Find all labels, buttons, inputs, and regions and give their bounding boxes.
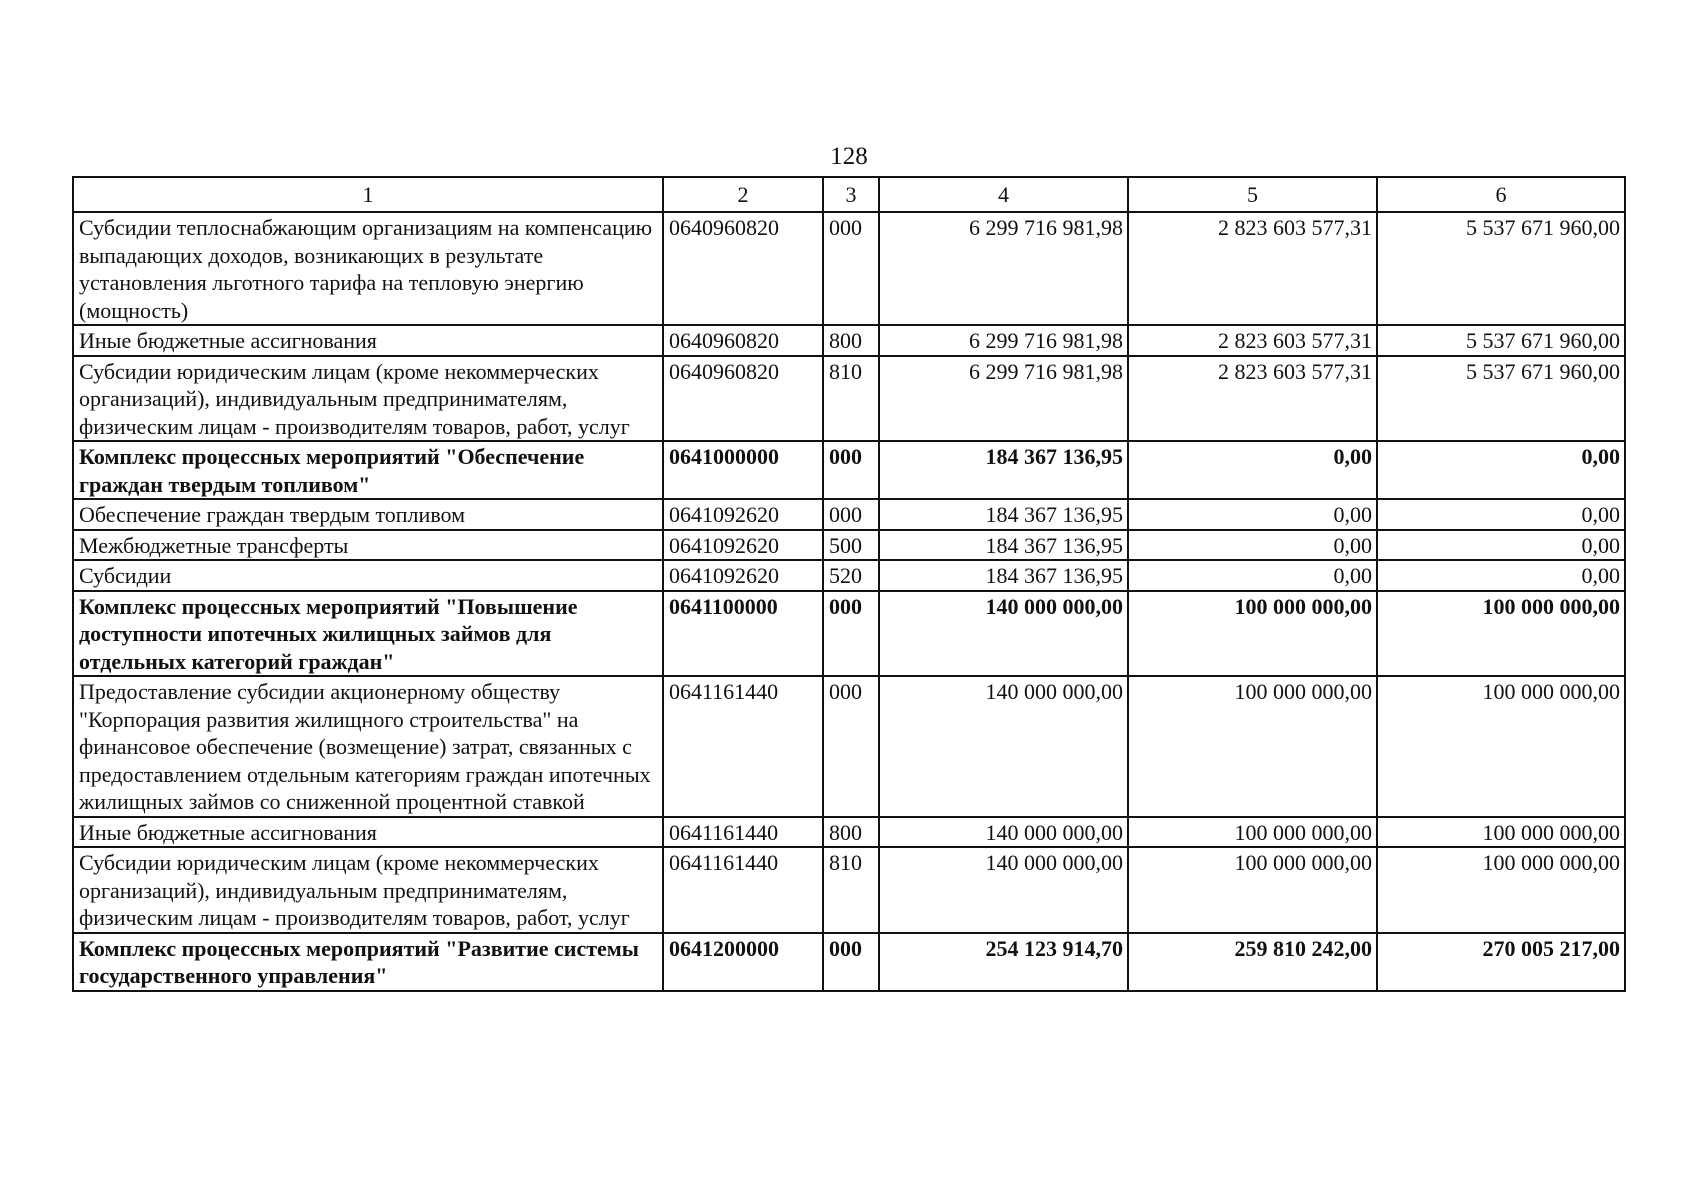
row-name: Субсидии (73, 560, 663, 591)
row-name: Комплекс процессных мероприятий "Повышение доступности ипотечных жилищных займов для отдельных категорий граждан" (73, 591, 663, 677)
row-expense-type: 000 (823, 499, 879, 530)
row-value-col5: 100 000 000,00 (1128, 817, 1377, 848)
column-header: 2 (663, 177, 823, 212)
table-row (73, 676, 1625, 817)
row-value-col4: 6 299 716 981,98 (879, 325, 1128, 356)
row-value-col6: 0,00 (1377, 560, 1625, 591)
row-value-col6: 270 005 217,00 (1377, 933, 1625, 991)
row-value-col6: 0,00 (1377, 441, 1625, 499)
row-expense-type: 000 (823, 591, 879, 677)
row-value-col5: 0,00 (1128, 499, 1377, 530)
row-code: 0641100000 (663, 591, 823, 677)
row-name: Комплекс процессных мероприятий "Развитие системы государственного управления" (73, 933, 663, 991)
row-value-col5: 0,00 (1128, 530, 1377, 561)
row-value-col6: 5 537 671 960,00 (1377, 356, 1625, 442)
table-row (73, 530, 1625, 561)
row-value-col4: 184 367 136,95 (879, 441, 1128, 499)
row-value-col4: 184 367 136,95 (879, 499, 1128, 530)
row-name: Субсидии юридическим лицам (кроме некоммерческих организаций), индивидуальным предпринимателям, физическим лицам - производителям товаров, работ, услуг (73, 356, 663, 442)
row-name: Межбюджетные трансферты (73, 530, 663, 561)
header-row (73, 177, 1625, 212)
row-expense-type: 810 (823, 356, 879, 442)
row-name: Иные бюджетные ассигнования (73, 817, 663, 848)
table-row (73, 817, 1625, 848)
table-body (73, 212, 1625, 991)
row-value-col5: 0,00 (1128, 441, 1377, 499)
row-value-col5: 2 823 603 577,31 (1128, 212, 1377, 325)
row-code: 0640960820 (663, 356, 823, 442)
row-value-col4: 6 299 716 981,98 (879, 212, 1128, 325)
row-expense-type: 810 (823, 847, 879, 933)
row-value-col4: 140 000 000,00 (879, 591, 1128, 677)
row-value-col5: 2 823 603 577,31 (1128, 325, 1377, 356)
row-name: Иные бюджетные ассигнования (73, 325, 663, 356)
row-code: 0641161440 (663, 847, 823, 933)
column-header: 3 (823, 177, 879, 212)
row-value-col4: 140 000 000,00 (879, 817, 1128, 848)
table-row (73, 356, 1625, 442)
row-expense-type: 000 (823, 676, 879, 817)
row-name: Предоставление субсидии акционерному обществу "Корпорация развития жилищного строительства" на финансовое обеспечение (возмещение) затрат, связанных с предоставлением отдельным категориям граждан ипотечных жилищных займов со сниженной процентной ставкой (73, 676, 663, 817)
table-row (73, 499, 1625, 530)
column-header: 1 (73, 177, 663, 212)
row-code: 0641092620 (663, 499, 823, 530)
row-value-col5: 0,00 (1128, 560, 1377, 591)
row-name: Обеспечение граждан твердым топливом (73, 499, 663, 530)
row-code: 0641092620 (663, 530, 823, 561)
row-expense-type: 800 (823, 817, 879, 848)
row-value-col6: 100 000 000,00 (1377, 817, 1625, 848)
row-expense-type: 000 (823, 441, 879, 499)
row-code: 0641161440 (663, 676, 823, 817)
row-value-col5: 259 810 242,00 (1128, 933, 1377, 991)
row-value-col6: 5 537 671 960,00 (1377, 325, 1625, 356)
table-row (73, 325, 1625, 356)
row-value-col4: 254 123 914,70 (879, 933, 1128, 991)
row-code: 0640960820 (663, 212, 823, 325)
table-row (73, 560, 1625, 591)
table-row (73, 933, 1625, 991)
column-header: 6 (1377, 177, 1625, 212)
row-expense-type: 000 (823, 933, 879, 991)
page-number: 128 (830, 143, 868, 170)
row-value-col4: 140 000 000,00 (879, 847, 1128, 933)
row-value-col5: 100 000 000,00 (1128, 847, 1377, 933)
row-value-col6: 0,00 (1377, 530, 1625, 561)
row-name: Субсидии юридическим лицам (кроме некоммерческих организаций), индивидуальным предпринимателям, физическим лицам - производителям товаров, работ, услуг (73, 847, 663, 933)
row-code: 0640960820 (663, 325, 823, 356)
table-row (73, 212, 1625, 325)
row-value-col6: 5 537 671 960,00 (1377, 212, 1625, 325)
row-name: Субсидии теплоснабжающим организациям на компенсацию выпадающих доходов, возникающих в результате установления льготного тарифа на тепловую энергию (мощность) (73, 212, 663, 325)
row-value-col4: 184 367 136,95 (879, 530, 1128, 561)
table-row (73, 441, 1625, 499)
budget-table (72, 176, 1626, 992)
row-value-col4: 6 299 716 981,98 (879, 356, 1128, 442)
row-code: 0641092620 (663, 560, 823, 591)
table-row (73, 591, 1625, 677)
row-code: 0641000000 (663, 441, 823, 499)
row-value-col6: 100 000 000,00 (1377, 847, 1625, 933)
row-expense-type: 800 (823, 325, 879, 356)
row-value-col4: 184 367 136,95 (879, 560, 1128, 591)
row-expense-type: 520 (823, 560, 879, 591)
row-code: 0641200000 (663, 933, 823, 991)
row-code: 0641161440 (663, 817, 823, 848)
row-value-col6: 0,00 (1377, 499, 1625, 530)
row-value-col5: 100 000 000,00 (1128, 591, 1377, 677)
row-value-col4: 140 000 000,00 (879, 676, 1128, 817)
row-expense-type: 500 (823, 530, 879, 561)
row-expense-type: 000 (823, 212, 879, 325)
column-header: 4 (879, 177, 1128, 212)
row-value-col6: 100 000 000,00 (1377, 676, 1625, 817)
row-value-col5: 100 000 000,00 (1128, 676, 1377, 817)
row-name: Комплекс процессных мероприятий "Обеспечение граждан твердым топливом" (73, 441, 663, 499)
column-header: 5 (1128, 177, 1377, 212)
row-value-col6: 100 000 000,00 (1377, 591, 1625, 677)
row-value-col5: 2 823 603 577,31 (1128, 356, 1377, 442)
table-row (73, 847, 1625, 933)
